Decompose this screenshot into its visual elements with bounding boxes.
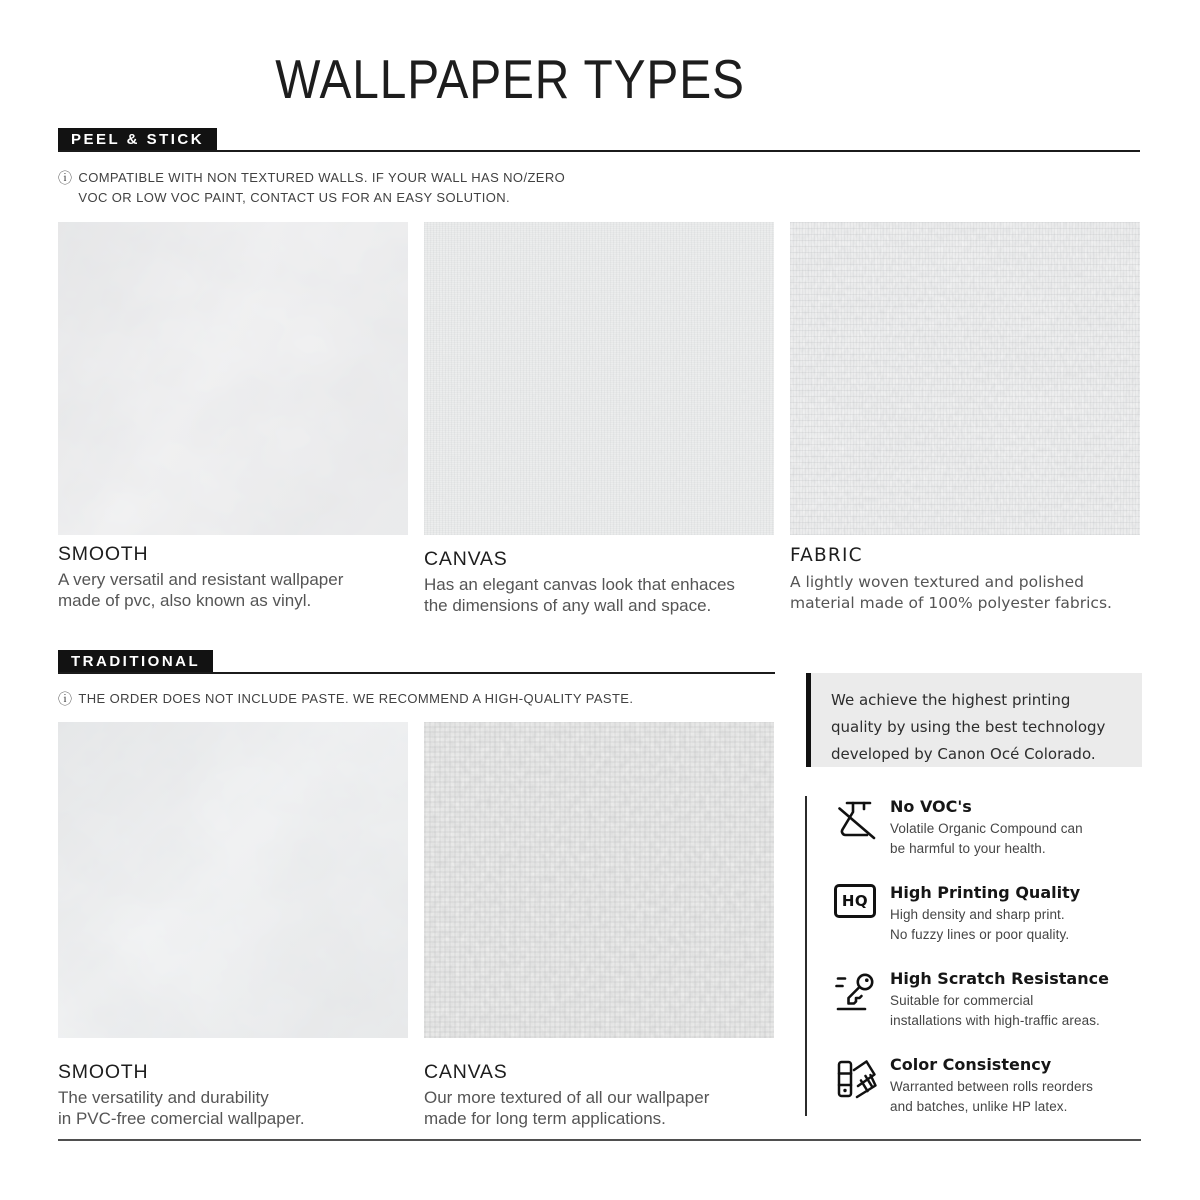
swatch-description: Has an elegant canvas look that enhaces the dimensions of any wall and space. (424, 575, 735, 615)
column-peel-stick-canvas (424, 222, 774, 616)
color-swatches-icon (830, 1055, 880, 1117)
info-icon: ⓘ (58, 691, 73, 707)
section-label-peel-stick: PEEL & STICK (58, 128, 217, 152)
no-voc-icon (830, 797, 880, 859)
swatch-canvas-traditional (424, 722, 774, 1038)
swatch-description: The versatility and durability in PVC-free comercial wallpaper. (58, 1088, 305, 1128)
swatch-fabric-peel-stick (790, 222, 1140, 535)
info-icon: ⓘ (58, 170, 73, 186)
column-peel-stick-fabric (790, 222, 1140, 614)
swatch-smooth-traditional (58, 722, 408, 1038)
feature-text: No VOC's Volatile Organic Compound can be harmful to your health. (890, 797, 1083, 856)
traditional-divider (58, 672, 775, 674)
peel-stick-divider (58, 150, 1140, 152)
burlap-texture-noise (424, 722, 774, 1038)
hq-icon: HQ (830, 883, 880, 945)
swatch-canvas-peel-stick (424, 222, 774, 535)
traditional-note: ⓘ THE ORDER DOES NOT INCLUDE PASTE. WE RECOMMEND A HIGH-QUALITY PASTE. (58, 691, 634, 707)
features-vertical-rule (805, 796, 807, 1116)
bottom-divider (58, 1139, 1141, 1141)
peel-stick-note-text: COMPATIBLE WITH NON TEXTURED WALLS. IF YOUR WALL HAS NO/ZERO VOC OR LOW VOC PAINT, CONTACT US FOR AN EASY SOLUTION. (78, 170, 566, 205)
swatch-title: FABRIC (790, 545, 863, 566)
swatch-smooth-peel-stick (58, 222, 408, 535)
section-label-traditional: TRADITIONAL (58, 650, 213, 674)
swatch-title: SMOOTH (58, 543, 149, 565)
smooth-texture-noise (58, 222, 408, 535)
peel-stick-note (58, 168, 565, 208)
swatch-description: Our more textured of all our wallpaper made for long term applications. (424, 1088, 710, 1128)
printing-quality-callout: We achieve the highest printing quality by using the best technology developed by Canon Océ Colorado. (806, 673, 1142, 767)
feature-high-scratch-resistance (830, 969, 1146, 1031)
fabric-texture-noise (790, 222, 1140, 535)
page-title: WALLPAPER TYPES (275, 48, 745, 110)
smooth-texture-noise (58, 722, 408, 1038)
swatch-description: A very versatil and resistant wallpaper made of pvc, also known as vinyl. (58, 570, 344, 610)
canvas-texture-noise (424, 222, 774, 535)
column-peel-stick-smooth (58, 222, 408, 611)
scratch-resistance-icon (830, 969, 880, 1031)
swatch-title: SMOOTH (58, 1061, 149, 1083)
feature-text: High Scratch Resistance Suitable for commercial installations with high-traffic areas. (890, 969, 1109, 1028)
swatch-title: CANVAS (424, 548, 508, 570)
feature-color-consistency (830, 1055, 1146, 1117)
feature-text: High Printing Quality High density and sharp print. No fuzzy lines or poor quality. (890, 883, 1081, 942)
feature-high-printing-quality (830, 883, 1146, 945)
column-traditional-smooth (58, 722, 408, 1129)
swatch-title: CANVAS (424, 1061, 508, 1083)
column-traditional-canvas (424, 722, 774, 1129)
feature-text: Color Consistency Warranted between rolls reorders and batches, unlike HP latex. (890, 1055, 1094, 1114)
swatch-description: A lightly woven textured and polished material made of 100% polyester fabrics. (790, 573, 1112, 612)
feature-no-voc (830, 797, 1146, 859)
